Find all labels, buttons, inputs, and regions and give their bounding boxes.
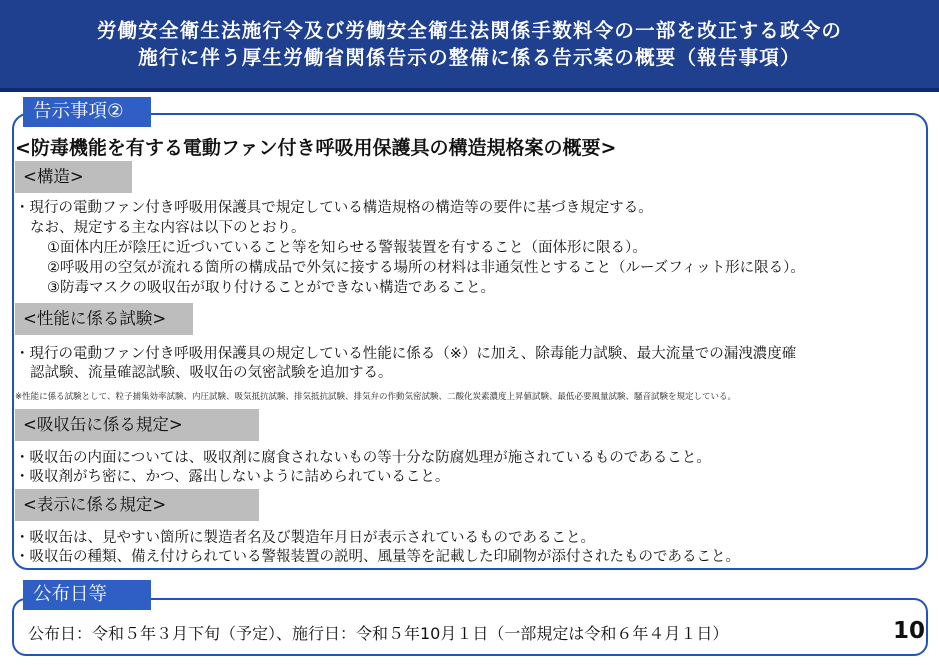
- section-heading-structure: <構造>: [15, 161, 132, 193]
- performance-line-1: ・現行の電動ファン付き呼吸用保護具の規定している性能に係る（※）に加え、除毒能力試験、最大流量での漏洩濃度確: [15, 346, 797, 362]
- labeling-line-2: ・吸収缶の種類、備え付けられている警報装置の説明、風量等を記載した印刷物が添付されたものであること。: [15, 549, 740, 565]
- performance-line-2: 認試験、流量確認試験、吸収缶の気密試験を追加する。: [30, 365, 393, 381]
- section-heading-labeling: <表示に係る規定>: [15, 489, 259, 521]
- canister-line-2: ・吸収剤がち密に、かつ、露出しないように詰められていること。: [15, 469, 450, 485]
- promulgation-date-text: 公布日：令和５年３月下旬（予定）、施行日：令和５年10月１日（一部規定は令和６年４月１日）: [28, 624, 729, 643]
- page-number: 10: [893, 618, 926, 644]
- performance-note: ※性能に係る試験として、粒子捕集効率試験、内圧試験、吸気抵抗試験、排気抵抗試験、排気弁の作動気密試験、二酸化炭素濃度上昇値試験、最低必要風量試験、騒音試験を規定している。: [15, 392, 736, 402]
- structure-line-2: なお、規定する主な内容は以下のとおり。: [30, 220, 306, 236]
- structure-line-1: ・現行の電動ファン付き呼吸用保護具で規定している構造規格の構造等の要件に基づき規定する。: [15, 200, 653, 216]
- header-banner: [0, 0, 939, 92]
- labeling-line-1: ・吸収缶は、見やすい箇所に製造者名及び製造年月日が表示されているものであること。: [15, 530, 595, 546]
- structure-item-1: ①面体内圧が陰圧に近づいていること等を知らせる警報装置を有すること（面体形に限る）。: [47, 240, 647, 256]
- tab-promulgation: 公布日等: [23, 580, 151, 610]
- tab-notification-item: 告示事項②: [23, 97, 151, 127]
- structure-item-3: ③防毒マスクの吸収缶が取り付けることができない構造であること。: [47, 280, 495, 296]
- structure-item-2: ②呼吸用の空気が流れる箇所の構成品で外気に接する場所の材料は非通気性とすること（ルーズフィット形に限る）。: [47, 260, 805, 276]
- header-title-line1: 労働安全衛生法施行令及び労働安全衛生法関係手数料令の一部を改正する政令の: [96, 19, 843, 42]
- canister-line-1: ・吸収缶の内面については、吸収剤に腐食されないもの等十分な防腐処理が施されているものであること。: [15, 450, 711, 466]
- section-heading-canister: <吸収缶に係る規定>: [15, 409, 259, 441]
- section-heading-performance: <性能に係る試験>: [15, 303, 193, 335]
- main-title: <防毒機能を有する電動ファン付き呼吸用保護具の構造規格案の概要>: [15, 137, 617, 159]
- header-title-line2: 施行に伴う厚生労働省関係告示の整備に係る告示案の概要（報告事項）: [138, 46, 801, 69]
